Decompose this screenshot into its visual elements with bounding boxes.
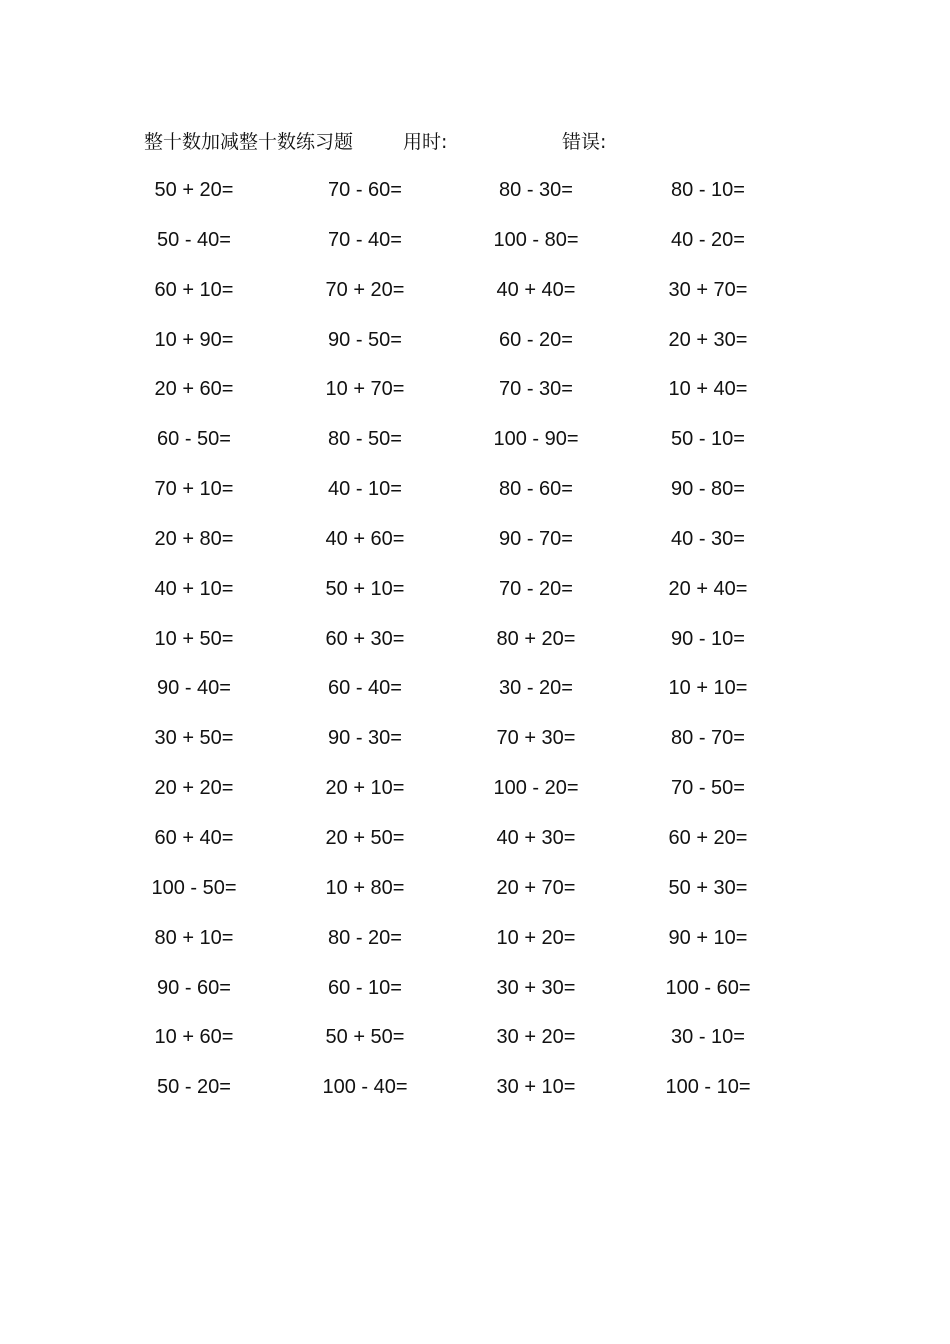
- problem-item: 10 + 40=: [668, 378, 748, 401]
- problem-item: 70 + 10=: [154, 478, 234, 501]
- problem-item: 40 + 40=: [496, 278, 576, 301]
- problem-item: 40 - 10=: [328, 478, 402, 501]
- problem-item: 80 + 10=: [154, 926, 234, 949]
- problem-item: 80 - 50=: [328, 428, 402, 451]
- worksheet-header: [0, 128, 950, 156]
- problem-item: 80 - 10=: [671, 179, 745, 201]
- problem-item: 20 + 20=: [154, 777, 234, 800]
- problem-item: 40 - 30=: [671, 527, 745, 550]
- problem-row: [0, 423, 950, 473]
- problem-item: 70 + 20=: [325, 278, 405, 301]
- problem-item: 60 + 10=: [154, 278, 234, 301]
- problem-row: [0, 672, 950, 722]
- problem-item: 90 - 40=: [157, 677, 231, 700]
- problem-item: 10 + 80=: [325, 876, 405, 899]
- problem-item: 70 + 30=: [496, 727, 576, 750]
- time-used-label: 用时:: [403, 131, 448, 153]
- problem-row: [0, 872, 950, 922]
- problem-row: [0, 473, 950, 523]
- problem-item: 100 - 20=: [493, 777, 579, 800]
- worksheet-title: 整十数加减整十数练习题: [144, 131, 354, 153]
- problem-item: 10 + 20=: [496, 926, 576, 949]
- problem-row: [0, 822, 950, 872]
- problem-item: 50 + 30=: [668, 876, 748, 899]
- problem-item: 30 + 10=: [496, 1076, 576, 1099]
- problem-item: 20 + 70=: [496, 876, 576, 899]
- problem-row: [0, 1071, 950, 1121]
- problem-item: 60 - 10=: [328, 976, 402, 999]
- problem-item: 30 - 10=: [671, 1026, 745, 1049]
- problem-grid: [0, 174, 950, 1121]
- problem-item: 100 - 90=: [493, 428, 579, 451]
- problem-item: 30 + 20=: [496, 1026, 576, 1049]
- problem-item: 40 - 20=: [671, 228, 745, 251]
- problem-item: 80 + 20=: [496, 627, 576, 650]
- problem-item: 70 - 40=: [328, 228, 402, 251]
- problem-item: 50 - 20=: [157, 1076, 231, 1099]
- problem-item: 70 - 30=: [499, 378, 573, 401]
- problem-item: 90 - 10=: [671, 627, 745, 650]
- problem-row: [0, 573, 950, 623]
- problem-row: [0, 972, 950, 1022]
- problem-item: 90 - 60=: [157, 976, 231, 999]
- problem-item: 100 - 60=: [665, 976, 751, 999]
- error-count-label: 错误:: [562, 131, 607, 153]
- problem-row: [0, 722, 950, 772]
- problem-item: 10 + 90=: [154, 328, 234, 351]
- problem-item: 20 + 60=: [154, 378, 234, 401]
- problem-item: 90 - 80=: [671, 478, 745, 501]
- problem-item: 20 + 80=: [154, 527, 234, 550]
- problem-item: 90 - 70=: [499, 527, 573, 550]
- problem-row: [0, 224, 950, 274]
- problem-row: [0, 1021, 950, 1071]
- problem-row: [0, 324, 950, 374]
- problem-item: 60 + 20=: [668, 826, 748, 849]
- problem-row: [0, 274, 950, 324]
- problem-item: 70 - 20=: [499, 577, 573, 600]
- problem-item: 60 + 30=: [325, 627, 405, 650]
- problem-item: 40 + 60=: [325, 527, 405, 550]
- problem-row: [0, 623, 950, 673]
- problem-item: 30 - 20=: [499, 677, 573, 700]
- problem-item: 80 - 20=: [328, 926, 402, 949]
- problem-item: 60 - 50=: [157, 428, 231, 451]
- problem-item: 20 + 40=: [668, 577, 748, 600]
- problem-item: 80 - 30=: [499, 179, 573, 201]
- problem-item: 30 + 70=: [668, 278, 748, 301]
- problem-item: 50 - 10=: [671, 428, 745, 451]
- problem-item: 100 - 80=: [493, 228, 579, 251]
- problem-item: 40 + 30=: [496, 826, 576, 849]
- problem-item: 20 + 30=: [668, 328, 748, 351]
- problem-item: 50 + 10=: [325, 577, 405, 600]
- problem-item: 60 - 40=: [328, 677, 402, 700]
- problem-row: [0, 523, 950, 573]
- problem-item: 20 + 50=: [325, 826, 405, 849]
- problem-item: 100 - 40=: [322, 1076, 408, 1099]
- problem-item: 40 + 10=: [154, 577, 234, 600]
- problem-item: 100 - 10=: [665, 1076, 751, 1099]
- problem-item: 50 + 20=: [154, 179, 234, 201]
- problem-item: 90 + 10=: [668, 926, 748, 949]
- problem-item: 80 - 60=: [499, 478, 573, 501]
- problem-item: 30 + 30=: [496, 976, 576, 999]
- problem-item: 50 + 50=: [325, 1026, 405, 1049]
- problem-item: 80 - 70=: [671, 727, 745, 750]
- problem-row: [0, 373, 950, 423]
- problem-item: 70 - 60=: [328, 179, 402, 201]
- problem-item: 10 + 10=: [668, 677, 748, 700]
- problem-item: 30 + 50=: [154, 727, 234, 750]
- problem-item: 20 + 10=: [325, 777, 405, 800]
- problem-item: 50 - 40=: [157, 228, 231, 251]
- problem-row: [0, 174, 950, 224]
- problem-item: 100 - 50=: [151, 876, 237, 899]
- problem-item: 70 - 50=: [671, 777, 745, 800]
- problem-item: 10 + 60=: [154, 1026, 234, 1049]
- problem-item: 60 + 40=: [154, 826, 234, 849]
- problem-item: 60 - 20=: [499, 328, 573, 351]
- problem-row: [0, 922, 950, 972]
- problem-item: 90 - 50=: [328, 328, 402, 351]
- problem-item: 10 + 70=: [325, 378, 405, 401]
- problem-item: 90 - 30=: [328, 727, 402, 750]
- problem-item: 10 + 50=: [154, 627, 234, 650]
- problem-row: [0, 772, 950, 822]
